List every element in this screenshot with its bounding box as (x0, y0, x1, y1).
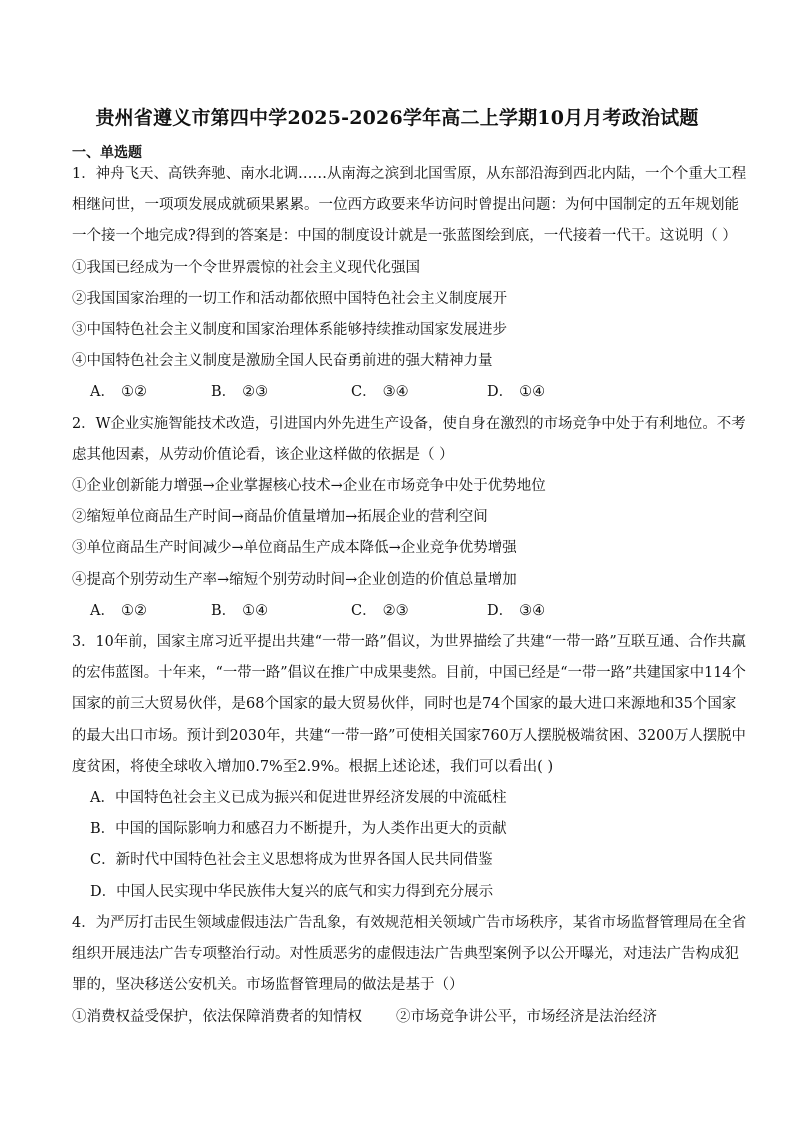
option-b[interactable]: B． ②③ (211, 384, 269, 400)
section-heading: 一、单选题 (72, 145, 142, 161)
question-4-text-line: 罪的，坚决移送公安机关。市场监督管理局的做法是基于（） (72, 977, 464, 993)
question-1-text-line: 1．神舟飞天、高铁奔驰、南水北调……从南海之滨到北国雪原，从东部沿海到西北内陆，一个个重大工程 (72, 166, 747, 182)
question-4-text-line: 组织开展违法广告专项整治行动。对性质恶劣的虚假违法广告典型案例予以公开曝光，对违法广告构成犯 (72, 946, 739, 962)
question-1-text-line: 一个接一个地完成?得到的答案是：中国的制度设计就是一张蓝图绘到底，一代接着一代干。这说明（ ） (72, 228, 737, 244)
option-a[interactable]: A． ①② (90, 603, 147, 619)
question-4-statement: ②市场竞争讲公平，市场经济是法治经济 (396, 1009, 657, 1025)
option-c[interactable]: C． ③④ (351, 384, 409, 400)
question-4-text-line: 4．为严厉打击民生领域虚假违法广告乱象，有效规范相关领域广告市场秩序，某省市场监督管理局在全省 (72, 915, 747, 931)
question-1-statement: ④中国特色社会主义制度是激励全国人民奋勇前进的强大精神力量 (72, 353, 493, 369)
question-3-text-line: 的宏伟蓝图。十年来，“一带一路”倡议在推广中成果斐然。目前，中国已经是“一带一路”共建国家中114个 (72, 665, 746, 681)
question-3-text-line: 3．10年前，国家主席习近平提出共建“一带一路”倡议，为世界描绘了共建“一带一路”互联互通、合作共赢 (72, 634, 746, 650)
option-b[interactable]: B． ①④ (211, 603, 269, 619)
question-2-text-line: 虑其他因素，从劳动价值论看，该企业这样做的依据是（ ） (72, 447, 454, 463)
question-1-statement: ③中国特色社会主义制度和国家治理体系能够持续推动国家发展进步 (72, 322, 507, 338)
option-c[interactable]: C． ②③ (351, 603, 409, 619)
question-1-statement: ②我国国家治理的一切工作和活动都依照中国特色社会主义制度展开 (72, 291, 507, 307)
option-a[interactable]: A． ①② (90, 384, 147, 400)
question-1-text-line: 相继问世，一项项发展成就硕果累累。一位西方政要来华访问时曾提出问题：为何中国制定的五年规划能 (72, 197, 739, 213)
option-d[interactable]: D． ③④ (487, 603, 546, 619)
option-d[interactable]: D． ①④ (487, 384, 546, 400)
question-1-statement: ①我国已经成为一个令世界震惊的社会主义现代化强国 (72, 260, 420, 276)
question-3-text-line: 的最大出口市场。预计到2030年，共建“一带一路”可使相关国家760万人摆脱极端贫困、3200万人摆脱中 (72, 728, 746, 744)
question-3-text-line: 度贫困，将使全球收入增加0.7%至2.9%。根据上述论述，我们可以看出( ) (72, 759, 554, 775)
question-3-text-line: 国家的前三大贸易伙伴，是68个国家的最大贸易伙伴，同时也是74个国家的最大进口来源地和35个国家 (72, 696, 737, 712)
question-2-options (90, 601, 650, 621)
question-4-statements-row (72, 1007, 657, 1027)
question-2-statement: ①企业创新能力增强→企业掌握核心技术→企业在市场竞争中处于优势地位 (72, 478, 546, 494)
question-1-options (90, 382, 650, 402)
question-4-statement: ①消费权益受保护，依法保障消费者的知情权 (72, 1009, 362, 1025)
question-2-statement: ④提高个别劳动生产率→缩短个别劳动时间→企业创造的价值总量增加 (72, 572, 517, 588)
question-3-choice-b[interactable]: B．中国的国际影响力和感召力不断提升，为人类作出更大的贡献 (90, 821, 507, 837)
question-2-statement: ③单位商品生产时间减少→单位商品生产成本降低→企业竞争优势增强 (72, 540, 517, 556)
page-title: 贵州省遵义市第四中学2025-2026学年高二上学期10月月考政治试题 (95, 107, 699, 129)
question-3-choice-a[interactable]: A．中国特色社会主义已成为振兴和促进世界经济发展的中流砥柱 (90, 790, 507, 806)
question-2-statement: ②缩短单位商品生产时间→商品价值量增加→拓展企业的营利空间 (72, 509, 488, 525)
question-3-choice-c[interactable]: C．新时代中国特色社会主义思想将成为世界各国人民共同借鉴 (90, 852, 493, 868)
question-3-choice-d[interactable]: D．中国人民实现中华民族伟大复兴的底气和实力得到充分展示 (90, 884, 494, 900)
question-2-text-line: 2．W企业实施智能技术改造，引进国内外先进生产设备，使自身在激烈的市场竞争中处于有利地位。不考 (72, 416, 746, 432)
